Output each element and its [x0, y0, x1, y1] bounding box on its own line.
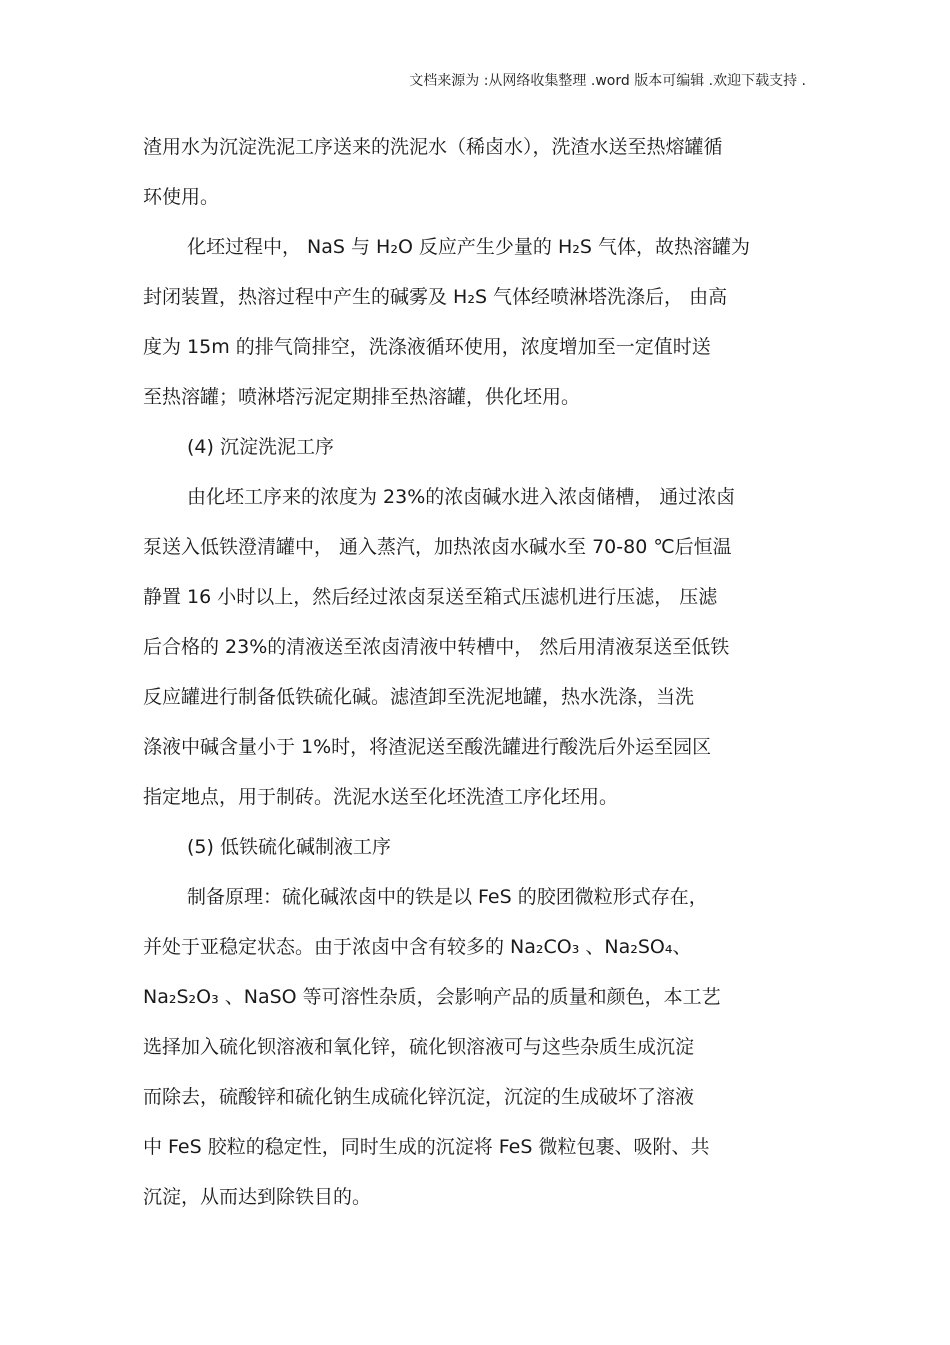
text-line: 中 FeS 胶粒的稳定性，同时生成的沉淀将 FeS 微粒包裹、吸附、共: [143, 1136, 710, 1158]
text-line: 选择加入硫化钡溶液和氧化锌，硫化钡溶液可与这些杂质生成沉淀: [143, 1036, 695, 1058]
text-line: 化坯过程中， NaS 与 H₂O 反应产生少量的 H₂S 气体，故热溶罐为: [187, 236, 750, 258]
text-line: 反应罐进行制备低铁硫化碱。滤渣卸至洗泥地罐，热水洗涤，当洗: [143, 686, 695, 708]
text-line: 至热溶罐；喷淋塔污泥定期排至热溶罐，供化坯用。: [143, 386, 581, 408]
page-header: 文档来源为 :从网络收集整理 .word 版本可编辑 .欢迎下载支持 .: [409, 73, 806, 89]
text-line: Na₂S₂O₃ 、NaSO 等可溶性杂质，会影响产品的质量和颜色，本工艺: [143, 986, 721, 1008]
text-line: (4) 沉淀洗泥工序: [187, 436, 334, 458]
text-line: 涤液中碱含量小于 1%时，将渣泥送至酸洗罐进行酸洗后外运至园区: [143, 736, 712, 758]
text-line: 而除去，硫酸锌和硫化钠生成硫化锌沉淀，沉淀的生成破坏了溶液: [143, 1086, 695, 1108]
text-line: 泵送入低铁澄清罐中， 通入蒸汽，加热浓卤水碱水至 70-80 ℃后恒温: [143, 536, 732, 558]
document-body: [143, 122, 803, 1222]
text-line: 静置 16 小时以上，然后经过浓卤泵送至箱式压滤机进行压滤， 压滤: [143, 586, 718, 608]
text-line: 后合格的 23%的清液送至浓卤清液中转槽中， 然后用清液泵送至低铁: [143, 636, 730, 658]
text-line: 沉淀，从而达到除铁目的。: [143, 1186, 372, 1208]
text-line: 渣用水为沉淀洗泥工序送来的洗泥水（稀卤水），洗渣水送至热熔罐循: [143, 136, 723, 158]
text-line: (5) 低铁硫化碱制液工序: [187, 836, 391, 858]
text-line: 度为 15m 的排气筒排空，洗涤液循环使用，浓度增加至一定值时送: [143, 336, 711, 358]
text-line: 并处于亚稳定状态。由于浓卤中含有较多的 Na₂CO₃ 、Na₂SO₄、: [143, 936, 692, 958]
text-line: 环使用。: [143, 186, 220, 208]
text-line: 制备原理：硫化碱浓卤中的铁是以 FeS 的胶团微粒形式存在，: [187, 886, 708, 908]
text-line: 封闭装置，热溶过程中产生的碱雾及 H₂S 气体经喷淋塔洗涤后， 由高: [143, 286, 728, 308]
text-line: 由化坯工序来的浓度为 23%的浓卤碱水进入浓卤储槽， 通过浓卤: [187, 486, 736, 508]
text-line: 指定地点，用于制砖。洗泥水送至化坯洗渣工序化坯用。: [143, 786, 619, 808]
